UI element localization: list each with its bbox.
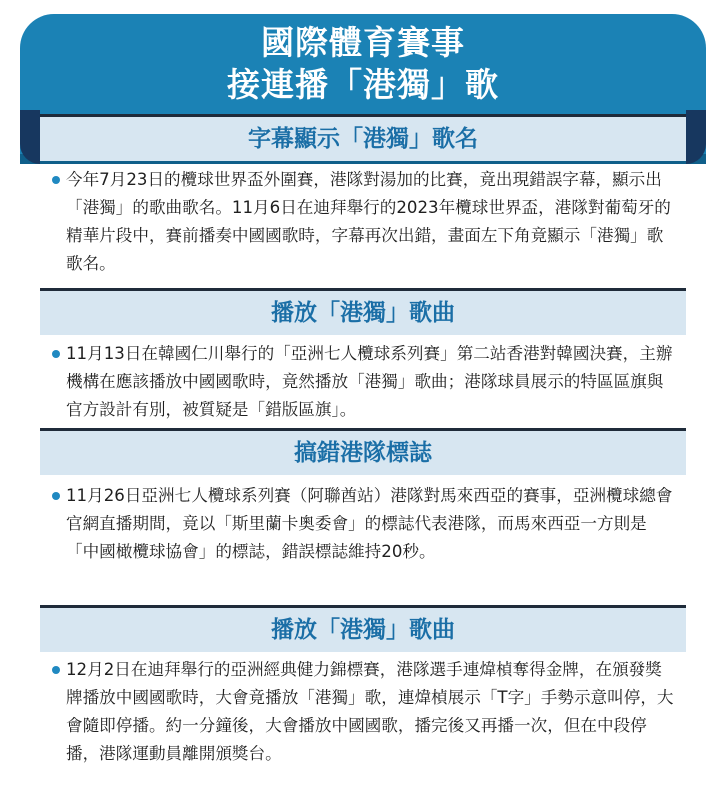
bullet-icon [52, 492, 60, 500]
section-heading-1: 字幕顯示「港獨」歌名 [40, 114, 686, 161]
title-line-2: 接連播「港獨」歌 [227, 65, 499, 104]
bullet-icon [52, 666, 60, 674]
section-heading-3: 搞錯港隊標誌 [40, 428, 686, 475]
section-body-text-3: 11月26日亞洲七人欖球系列賽（阿聯酋站）港隊對馬來西亞的賽事，亞洲欖球總會官網直播期間，竟以「斯里蘭卡奧委會」的標誌代表港隊，而馬來西亞一方則是「中國橄欖球協會」的標誌，錯誤標誌維持20秒。 [66, 486, 673, 561]
section-body-2 [40, 340, 686, 424]
section-body-text-2: 11月13日在韓國仁川舉行的「亞洲七人欖球系列賽」第二站香港對韓國決賽，主辦機構在應該播放中國國歌時，竟然播放「港獨」歌曲；港隊球員展示的特區區旗與官方設計有別，被質疑是「錯版區旗」。 [66, 344, 673, 419]
main-title [20, 22, 706, 106]
section-heading-4: 播放「港獨」歌曲 [40, 605, 686, 652]
bullet-icon [52, 350, 60, 358]
section-body-4 [40, 656, 686, 768]
banner-left-fold [20, 110, 40, 164]
title-line-1: 國際體育賽事 [261, 23, 465, 62]
section-body-3 [40, 482, 686, 566]
bullet-icon [52, 176, 60, 184]
section-body-text-4: 12月2日在迪拜舉行的亞洲經典健力錦標賽，港隊選手連煒楨奪得金牌，在頒發獎牌播放中國國歌時，大會竟播放「港獨」歌，連煒楨展示「T字」手勢示意叫停，大會隨即停播。約一分鐘後，大會播放中國國歌，播完後又再播一次，但在中段停播，港隊運動員離開頒獎台。 [66, 660, 674, 763]
section-heading-2: 播放「港獨」歌曲 [40, 288, 686, 335]
section-body-text-1: 今年7月23日的欖球世界盃外圍賽，港隊對湯加的比賽，竟出現錯誤字幕，顯示出「港獨」的歌曲歌名。11月6日在迪拜舉行的2023年欖球世界盃，港隊對葡萄牙的精華片段中，賽前播奏中國國歌時，字幕再次出錯，畫面左下角竟顯示「港獨」歌歌名。 [66, 170, 671, 273]
section-body-1 [40, 166, 686, 278]
